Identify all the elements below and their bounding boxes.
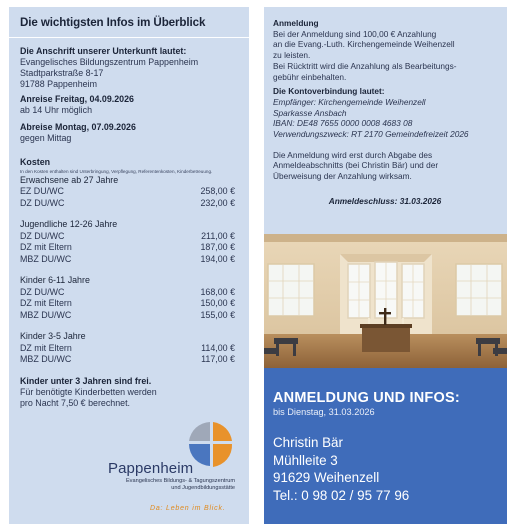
price-group (20, 219, 238, 265)
registration-label: Anmeldung (273, 18, 319, 28)
contact-heading: ANMELDUNG UND INFOS: (273, 390, 460, 406)
departure-label: Abreise Montag, 07.09.2026 (20, 122, 136, 132)
price-group-title: Kinder 3-5 Jahre (20, 331, 86, 342)
address-line: Evangelisches Bildungszentrum Pappenheim (20, 57, 199, 67)
logo-subtitle-line: und Jugendbildungsstätte (171, 485, 235, 491)
address-line: Stadtparkstraße 8-17 (20, 68, 104, 78)
price-row (20, 198, 238, 210)
title-divider (9, 37, 249, 38)
chapel-photo (264, 234, 507, 368)
contact-phone: Tel.: 0 98 02 / 95 77 96 (273, 487, 410, 503)
arrival-note: ab 14 Uhr möglich (20, 105, 93, 115)
logo-subtitle (77, 478, 235, 492)
price-group-title: Kinder 6-11 Jahre (20, 275, 90, 286)
contact-city: 91629 Weihenzell (273, 470, 380, 486)
registration-line: an die Evang.-Luth. Kirchengemeinde Weihenzell (273, 39, 455, 50)
departure-note: gegen Mittag (20, 133, 72, 143)
free-children-note: Für benötigte Kinderbetten werden (20, 386, 157, 397)
price-label: EZ DU/WC (20, 186, 64, 197)
registration-line: Bei Rücktritt wird die Anzahlung als Bearbeitungs- (273, 60, 457, 71)
price-label: MBZ DU/WC (20, 253, 72, 264)
logo-tagline: Da: Leben im Blick. (150, 505, 226, 512)
bank-line: IBAN: DE48 7655 0000 0008 4683 08 (273, 118, 413, 129)
arrival-label: Anreise Freitag, 04.09.2026 (20, 94, 134, 104)
price-label: MBZ DU/WC (20, 309, 72, 320)
price-row (20, 343, 238, 355)
price-label: MBZ DU/WC (20, 354, 72, 365)
price-value: 117,00 € (201, 354, 235, 365)
contact-panel (264, 368, 507, 524)
validity-line: Anmeldeabschnitts (bei Christin Bär) und der (273, 160, 439, 171)
validity-line: Die Anmeldung wird erst durch Abgabe des (273, 149, 433, 160)
price-group-title: Jugendliche 12-26 Jahre (20, 219, 118, 230)
registration-line: Bei der Anmeldung sind 100,00 € Anzahlung (273, 28, 437, 39)
registration-deadline: Anmeldeschluss: 31.03.2026 (328, 195, 442, 206)
price-row (20, 287, 238, 299)
price-row (20, 254, 238, 266)
bank-line: Empfänger: Kirchengemeinde Weihenzell (273, 96, 426, 107)
bank-label: Die Kontoverbindung lautet: (273, 86, 385, 97)
bank-line: Sparkasse Ansbach (273, 107, 347, 118)
price-value: 155,00 € (200, 309, 235, 320)
address-label: Die Anschrift unserer Unterkunft lautet: (20, 46, 187, 56)
pappenheim-logo (76, 420, 238, 516)
price-group (20, 275, 238, 321)
info-title: Die wichtigsten Infos im Überblick (20, 16, 206, 29)
price-row (20, 310, 238, 322)
registration-panel (264, 7, 507, 234)
price-group (20, 175, 238, 210)
price-value: 194,00 € (200, 253, 235, 264)
price-row (20, 298, 238, 310)
contact-name: Christin Bär (273, 435, 343, 450)
validity-line: Überweisung der Anzahlung wirksam. (273, 171, 412, 182)
price-label: DZ mit Eltern (20, 342, 72, 353)
logo-subtitle-line: Evangelisches Bildungs- & Tagungszentrum (125, 478, 235, 484)
price-group (20, 331, 238, 366)
chapel-interior-image (264, 234, 507, 368)
address-line: 91788 Pappenheim (20, 79, 97, 89)
price-row (20, 354, 238, 366)
contact-subheading: bis Dienstag, 31.03.2026 (273, 407, 375, 417)
free-children-note: pro Nacht 7,50 € berechnet. (20, 397, 131, 408)
price-row (20, 231, 238, 243)
logo-name: Pappenheim (108, 460, 194, 477)
price-row (20, 242, 238, 254)
price-value: 187,00 € (200, 242, 235, 253)
contact-street: Mühlleite 3 (273, 452, 338, 468)
price-label: DZ mit Eltern (20, 298, 72, 309)
free-children-label: Kinder unter 3 Jahren sind frei. (20, 375, 152, 386)
price-label: DZ DU/WC (20, 230, 65, 241)
price-label: DZ DU/WC (20, 197, 65, 208)
contact-address (273, 434, 497, 504)
price-label: DZ DU/WC (20, 286, 65, 297)
bank-line: Verwendungszweck: RT 2170 Gemeindefreizeit 2026 (273, 129, 469, 140)
price-label: DZ mit Eltern (20, 242, 72, 253)
price-value: 258,00 € (200, 186, 235, 197)
price-value: 168,00 € (200, 286, 235, 297)
price-value: 211,00 € (201, 230, 235, 241)
registration-line: zu leisten. (273, 50, 311, 61)
costs-note: In den Kosten enthalten sind Unterbringung, Verpflegung, Referentenkosten, Kinderbetreuung. (20, 169, 213, 174)
registration-line: gebühr einbehalten. (273, 71, 347, 82)
price-row (20, 186, 238, 198)
price-value: 232,00 € (200, 197, 235, 208)
price-value: 114,00 € (201, 342, 235, 353)
price-value: 150,00 € (200, 298, 235, 309)
price-group-title: Erwachsene ab 27 Jahre (20, 174, 119, 185)
costs-label: Kosten (20, 157, 51, 167)
